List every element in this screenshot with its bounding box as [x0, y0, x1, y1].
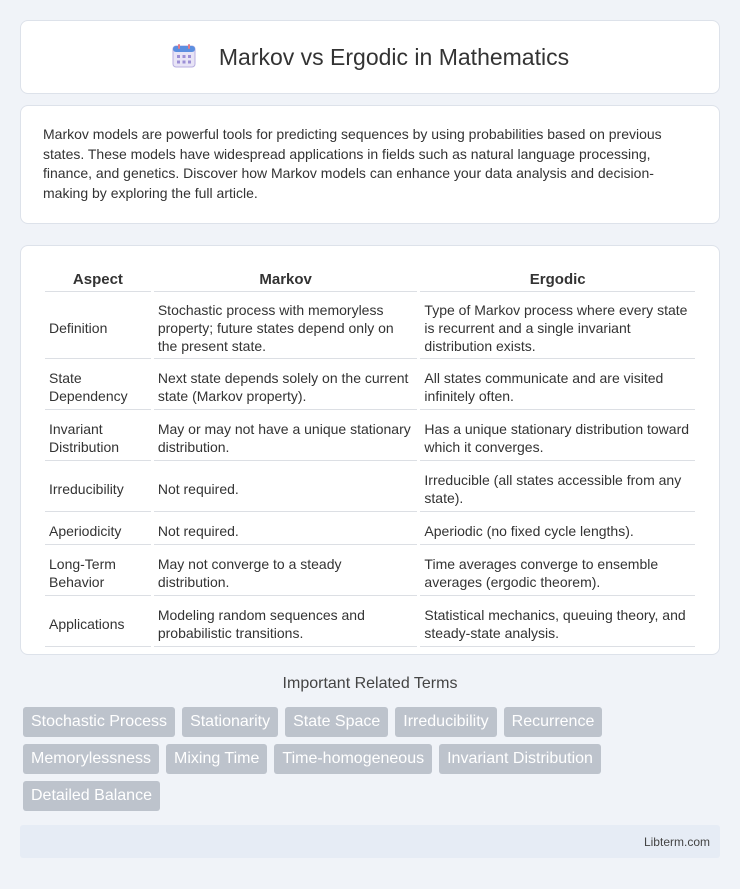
- table-header-row: [45, 266, 695, 292]
- page-title: Markov vs Ergodic in Mathematics: [218, 43, 570, 70]
- markov-cell: Modeling random sequences and probabilistic transitions.: [154, 598, 418, 647]
- aspect-cell: Definition: [45, 294, 151, 359]
- aspect-cell: State Dependency: [45, 361, 151, 410]
- intro-card: [20, 105, 720, 224]
- intro-text: Markov models are powerful tools for predicting sequences by using probabilities based on previous states. These models have widespread applications in fields such as natural language processing, finance, and genetics. Discover how Markov models can enhance your data analysis and decision-making by exploring the full article.: [43, 126, 662, 201]
- aspect-cell: Long-Term Behavior: [45, 547, 151, 596]
- ergodic-cell: Irreducible (all states accessible from any state).: [420, 463, 695, 512]
- aspect-cell: Applications: [45, 598, 151, 647]
- markov-cell: May not converge to a steady distribution.: [154, 547, 418, 596]
- related-term-tag[interactable]: Detailed Balance: [23, 781, 160, 811]
- markov-cell: Stochastic process with memoryless property; future states depend only on the present state.: [154, 294, 418, 359]
- related-term-tag[interactable]: Irreducibility: [395, 707, 496, 737]
- table-row: [45, 463, 695, 512]
- ergodic-cell: Has a unique stationary distribution toward which it converges.: [420, 412, 695, 461]
- markov-cell: May or may not have a unique stationary distribution.: [154, 412, 418, 461]
- related-term-tag[interactable]: Time-homogeneous: [274, 744, 432, 774]
- comparison-table: [42, 264, 698, 649]
- calendar-icon: [171, 43, 197, 69]
- aspect-cell: Invariant Distribution: [45, 412, 151, 461]
- markov-cell: Not required.: [154, 514, 418, 545]
- column-header-ergodic: Ergodic: [420, 266, 695, 292]
- footer-bar: [20, 825, 720, 858]
- comparison-table-card: [20, 245, 720, 655]
- ergodic-cell: Statistical mechanics, queuing theory, and steady-state analysis.: [420, 598, 695, 647]
- ergodic-cell: All states communicate and are visited infinitely often.: [420, 361, 695, 410]
- ergodic-cell: Aperiodic (no fixed cycle lengths).: [420, 514, 695, 545]
- ergodic-cell: Type of Markov process where every state is recurrent and a single invariant distribution exists.: [420, 294, 695, 359]
- aspect-cell: Aperiodicity: [45, 514, 151, 545]
- footer-site-link[interactable]: Libterm.com: [643, 834, 710, 849]
- related-term-tag[interactable]: Stationarity: [182, 707, 278, 737]
- table-row: [45, 412, 695, 461]
- markov-cell: Next state depends solely on the current state (Markov property).: [154, 361, 418, 410]
- related-term-tag[interactable]: Stochastic Process: [23, 707, 175, 737]
- table-row: [45, 361, 695, 410]
- related-term-tag[interactable]: Memorylessness: [23, 744, 159, 774]
- aspect-cell: Irreducibility: [45, 463, 151, 512]
- ergodic-cell: Time averages converge to ensemble averages (ergodic theorem).: [420, 547, 695, 596]
- table-row: [45, 514, 695, 545]
- table-row: [45, 547, 695, 596]
- header-card: [20, 20, 720, 94]
- table-row: [45, 598, 695, 647]
- related-term-tag[interactable]: Invariant Distribution: [439, 744, 601, 774]
- related-term-tag[interactable]: Recurrence: [504, 707, 603, 737]
- markov-cell: Not required.: [154, 463, 418, 512]
- related-term-tag[interactable]: Mixing Time: [166, 744, 267, 774]
- related-terms-title: Important Related Terms: [282, 675, 458, 692]
- column-header-markov: Markov: [154, 266, 418, 292]
- column-header-aspect: Aspect: [45, 266, 151, 292]
- related-term-tag[interactable]: State Space: [285, 707, 388, 737]
- related-terms-list: [23, 707, 723, 818]
- table-row: [45, 294, 695, 359]
